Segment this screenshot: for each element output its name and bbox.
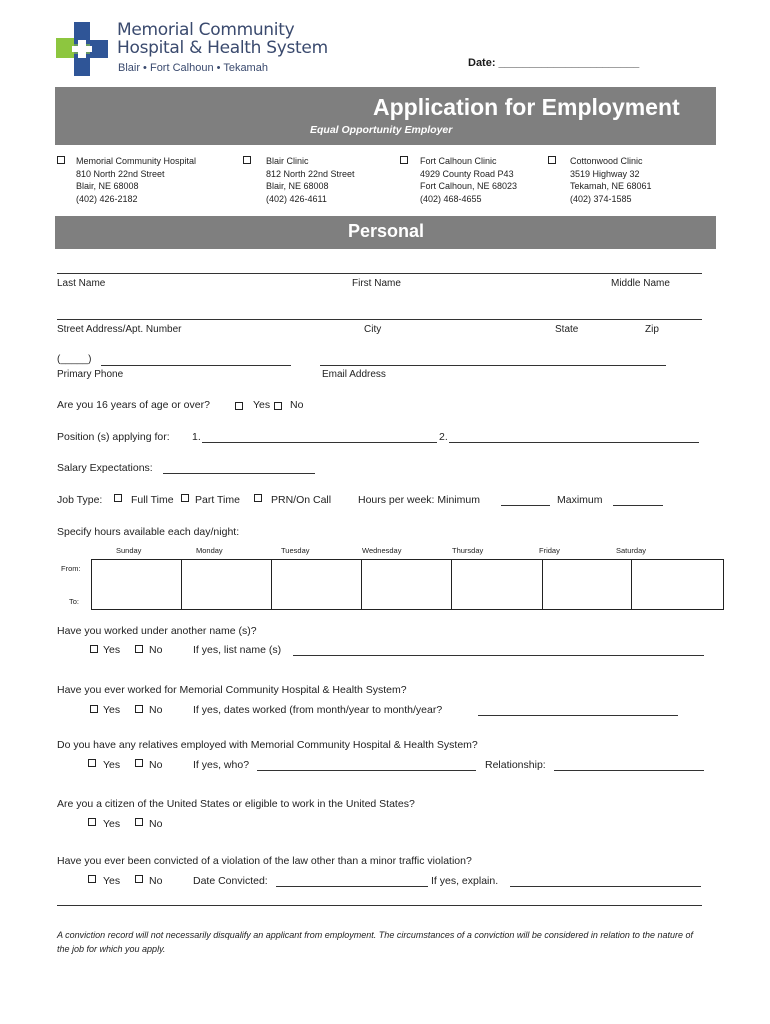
position-2-line[interactable] — [449, 442, 699, 443]
hours-cell-tuesday[interactable] — [271, 560, 361, 610]
relatives-question: Do you have any relatives employed with Memorial Community Hospital & Health System? — [57, 739, 478, 751]
day-wednesday: Wednesday — [362, 546, 402, 555]
location-phone: (402) 468-4655 — [420, 193, 482, 204]
salary-line[interactable] — [163, 473, 315, 474]
location-street: 4929 County Road P43 — [420, 168, 514, 179]
location-phone: (402) 426-4611 — [266, 193, 327, 204]
specify-hours-label: Specify hours available each day/night: — [57, 526, 240, 538]
section-title: Personal — [348, 221, 425, 241]
location-name: Fort Calhoun Clinic — [420, 156, 497, 166]
other-name-followup: If yes, list name (s) — [193, 644, 282, 656]
org-name-line2: Hospital & Health System — [117, 38, 328, 58]
to-label: To: — [69, 597, 80, 606]
convicted-yes-label: Yes — [103, 875, 121, 887]
hours-cell-sunday[interactable] — [92, 560, 182, 610]
location-name: Blair Clinic — [266, 156, 309, 166]
location-1-checkbox[interactable] — [57, 156, 65, 164]
hours-row — [92, 560, 724, 610]
org-name-line1: Memorial Community — [117, 20, 295, 40]
hospital-cross-logo — [56, 22, 108, 76]
hours-max-label: Maximum — [557, 494, 603, 506]
hours-min-label: Hours per week: Minimum — [358, 494, 480, 506]
street-label: Street Address/Apt. Number — [57, 324, 182, 335]
other-name-yes-checkbox[interactable] — [90, 645, 98, 653]
day-sunday: Sunday — [116, 546, 142, 555]
part-time-label: Part Time — [195, 494, 240, 506]
location-city: Blair, NE 68008 — [76, 181, 139, 191]
day-friday: Friday — [539, 546, 560, 555]
phone-area-code[interactable]: (_____) — [57, 354, 92, 365]
hours-cell-thursday[interactable] — [452, 560, 543, 610]
middle-name-label: Middle Name — [611, 278, 670, 289]
location-city: Tekamah, NE 68061 — [570, 181, 652, 191]
age-no-checkbox[interactable] — [274, 402, 282, 410]
title-banner — [55, 87, 716, 145]
location-street: 3519 Highway 32 — [570, 168, 640, 179]
explain-line[interactable] — [510, 886, 701, 887]
page-title: Application for Employment — [373, 94, 680, 120]
relationship-line[interactable] — [554, 770, 704, 771]
email-label: Email Address — [322, 369, 386, 380]
location-city: Blair, NE 68008 — [266, 181, 329, 191]
prn-checkbox[interactable] — [254, 494, 262, 502]
hours-cell-saturday[interactable] — [632, 560, 724, 610]
position-1-line[interactable] — [202, 442, 437, 443]
convicted-no-label: No — [149, 875, 163, 887]
other-name-no-checkbox[interactable] — [135, 645, 143, 653]
location-name: Memorial Community Hospital — [76, 156, 197, 166]
eoe-subtitle: Equal Opportunity Employer — [310, 124, 453, 136]
citizen-no-label: No — [149, 818, 163, 830]
explain-label: If yes, explain. — [431, 875, 499, 887]
age-question: Are you 16 years of age or over? — [57, 399, 210, 411]
location-phone: (402) 374-1585 — [570, 193, 632, 204]
hours-min-line[interactable] — [501, 505, 550, 506]
worked-before-no-label: No — [149, 704, 163, 716]
relatives-who-line[interactable] — [257, 770, 476, 771]
other-name-line[interactable] — [293, 655, 704, 656]
state-label: State — [555, 324, 579, 335]
other-name-question: Have you worked under another name (s)? — [57, 625, 257, 637]
from-label: From: — [61, 564, 81, 573]
location-phone: (402) 426-2182 — [76, 193, 138, 204]
hours-cell-friday[interactable] — [543, 560, 632, 610]
other-name-yes-label: Yes — [103, 644, 121, 656]
age-yes-checkbox[interactable] — [235, 402, 243, 410]
worked-before-no-checkbox[interactable] — [135, 705, 143, 713]
location-2-checkbox[interactable] — [243, 156, 251, 164]
day-monday: Monday — [196, 546, 223, 555]
job-type-label: Job Type: — [57, 494, 103, 506]
location-name: Cottonwood Clinic — [570, 156, 643, 166]
date-convicted-label: Date Convicted: — [193, 875, 268, 887]
citizen-question: Are you a citizen of the United States or eligible to work in the United States? — [57, 798, 415, 810]
citizen-no-checkbox[interactable] — [135, 818, 143, 826]
worked-before-yes-label: Yes — [103, 704, 121, 716]
hours-max-line[interactable] — [613, 505, 663, 506]
position-question: Position (s) applying for: — [57, 431, 170, 443]
name-line[interactable] — [57, 273, 702, 274]
worked-before-yes-checkbox[interactable] — [90, 705, 98, 713]
hours-table — [91, 559, 724, 610]
prn-label: PRN/On Call — [271, 494, 332, 506]
position-1-label: 1. — [192, 431, 201, 443]
relatives-no-label: No — [149, 759, 163, 771]
location-street: 810 North 22nd Street — [76, 168, 165, 179]
location-city: Fort Calhoun, NE 68023 — [420, 181, 518, 191]
relatives-followup: If yes, who? — [193, 759, 250, 771]
relatives-yes-checkbox[interactable] — [88, 759, 96, 767]
full-time-checkbox[interactable] — [114, 494, 122, 502]
phone-line[interactable] — [101, 365, 291, 366]
convicted-no-checkbox[interactable] — [135, 875, 143, 883]
other-name-no-label: No — [149, 644, 163, 656]
conviction-note: A conviction record will not necessarily disqualify an applicant from employment. The circumstances of a conviction will be considered in relation to the nature of the job for which you apply. — [57, 930, 693, 954]
relationship-label: Relationship: — [485, 759, 546, 771]
personal-section-banner — [55, 216, 716, 249]
relatives-yes-label: Yes — [103, 759, 121, 771]
citizen-yes-label: Yes — [103, 818, 121, 830]
location-4-checkbox[interactable] — [548, 156, 556, 164]
relatives-no-checkbox[interactable] — [135, 759, 143, 767]
convicted-question: Have you ever been convicted of a violation of the law other than a minor traffic violation? — [57, 855, 472, 867]
email-line[interactable] — [320, 365, 666, 366]
age-yes-label: Yes — [253, 399, 271, 411]
last-name-label: Last Name — [57, 278, 106, 289]
day-saturday: Saturday — [616, 546, 647, 555]
explain-line-2[interactable] — [57, 905, 702, 906]
hours-cell-monday[interactable] — [181, 560, 271, 610]
citizen-yes-checkbox[interactable] — [88, 818, 96, 826]
location-3-checkbox[interactable] — [400, 156, 408, 164]
salary-question: Salary Expectations: — [57, 462, 153, 474]
city-label: City — [364, 324, 382, 335]
day-tuesday: Tuesday — [281, 546, 310, 555]
age-no-label: No — [290, 399, 304, 411]
hours-cell-wednesday[interactable] — [361, 560, 452, 610]
location-street: 812 North 22nd Street — [266, 168, 355, 179]
worked-before-followup: If yes, dates worked (from month/year to month/year? — [193, 704, 443, 716]
address-line[interactable] — [57, 319, 702, 320]
full-time-label: Full Time — [131, 494, 174, 506]
part-time-checkbox[interactable] — [181, 494, 189, 502]
first-name-label: First Name — [352, 278, 401, 289]
day-thursday: Thursday — [452, 546, 484, 555]
worked-before-line[interactable] — [478, 715, 678, 716]
primary-phone-label: Primary Phone — [57, 369, 124, 380]
date-field[interactable]: Date: _______________________ — [468, 57, 640, 69]
worked-before-question: Have you ever worked for Memorial Community Hospital & Health System? — [57, 684, 407, 696]
convicted-yes-checkbox[interactable] — [88, 875, 96, 883]
zip-label: Zip — [645, 324, 659, 335]
date-convicted-line[interactable] — [276, 886, 428, 887]
position-2-label: 2. — [439, 431, 448, 443]
org-locations: Blair • Fort Calhoun • Tekamah — [118, 62, 268, 74]
